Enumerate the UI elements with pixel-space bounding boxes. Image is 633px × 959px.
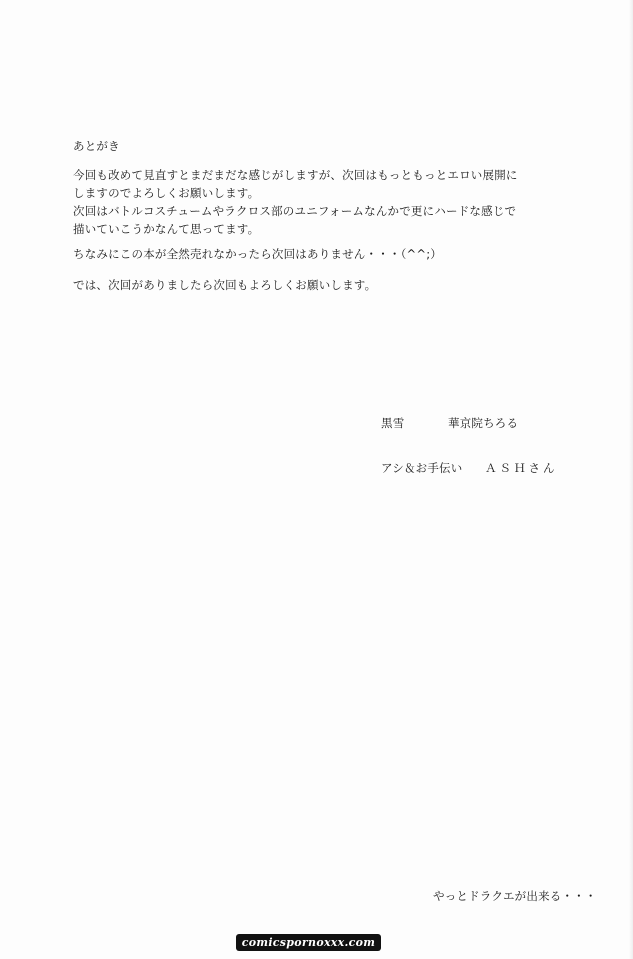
afterword-paragraph1-line4: 描いていこうかなんて思ってます。 bbox=[73, 222, 260, 236]
afterword-paragraph3: では、次回がありましたら次回もよろしくお願いします。 bbox=[73, 278, 377, 292]
footer-note: やっとドラクエが出来る・・・ bbox=[433, 889, 597, 903]
site-watermark bbox=[236, 934, 381, 951]
watermark-text: comicspornoxxx.com bbox=[241, 936, 376, 949]
credit-role-author: 黒雪 bbox=[381, 416, 405, 430]
credit-role-assistant: アシ＆お手伝い bbox=[381, 461, 463, 475]
page-edge-shadow bbox=[629, 0, 633, 959]
afterword-paragraph1-line1: 今回も改めて見直すとまだまだな感じがしますが、次回はもっともっとエロい展開に bbox=[73, 168, 518, 182]
credit-name-author: 華京院ちろる bbox=[448, 416, 519, 430]
afterword-title: あとがき bbox=[73, 139, 120, 153]
afterword-paragraph1-line3: 次回はバトルコスチュームやラクロス部のユニフォームなんかで更にハードな感じで bbox=[73, 204, 517, 218]
afterword-paragraph1-line2: しますのでよろしくお願いします。 bbox=[73, 186, 260, 200]
afterword-paragraph2: ちなみにこの本が全然売れなかったら次回はありません・・・（^^;） bbox=[73, 247, 442, 261]
credit-name-assistant: ＡＳＨさん bbox=[485, 461, 558, 475]
